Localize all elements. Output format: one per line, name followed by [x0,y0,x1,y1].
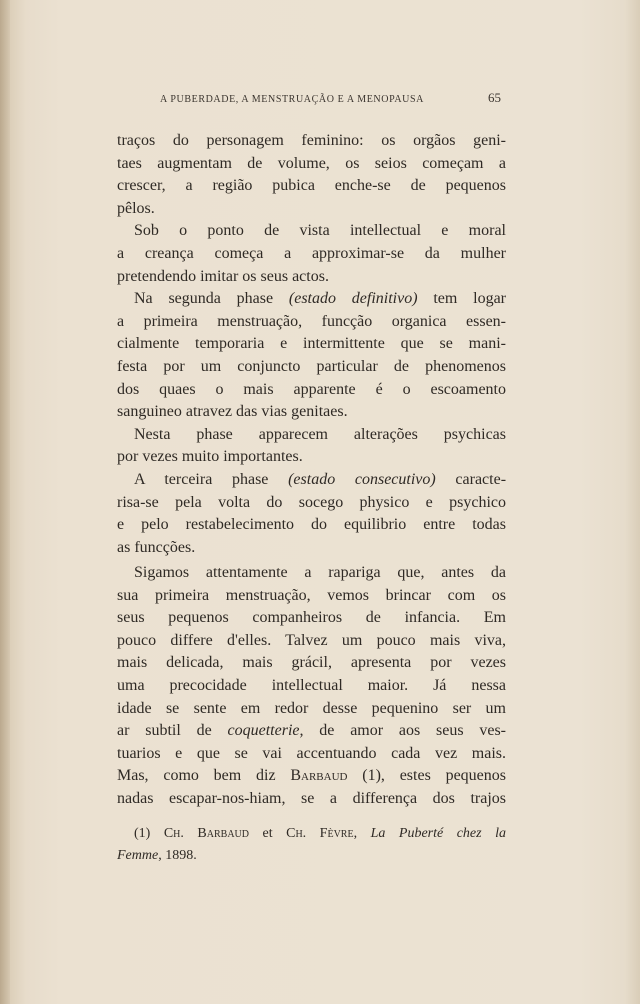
italic-phrase: (estado definitivo) [288,290,418,308]
text-line [117,765,506,788]
text-span: , [353,826,371,841]
footnote-marker: (1) [134,826,164,841]
text-line: seus pequenos companheiros de infancia. Em [117,609,506,627]
text-line: festa por um conjuncto particular de phenomenos [117,357,506,375]
text-line: por vezes muito importantes. [117,448,303,466]
running-head: A PUBERDADE, A MENSTRUAÇÃO E A MENOPAUSA [160,94,424,105]
paragraph-block-5 [117,562,506,811]
text-line: nadas escapar-nos-hiam, se a differença dos trajos [117,789,506,807]
footnote [117,823,506,867]
text-line: mais delicada, mais grácil, apresenta por vezes [117,654,506,672]
text-line [117,469,506,492]
footnote-author: Ch. Barbaud [163,826,249,841]
paragraph-block-1 [117,130,506,559]
text-line: a creança começa a approximar-se da mulher [117,244,506,262]
text-line: pêlos. [117,199,155,217]
text-line [117,288,506,311]
italic-phrase: (estado consecutivo) [288,470,436,488]
text-span: Na segunda phase [134,290,289,308]
text-line: dos quaes o mais apparente é o escoamento [117,380,506,398]
footnote-line [117,823,506,845]
text-span: Mas, como bem diz [117,767,291,785]
text-span: ar subtil de [117,722,228,740]
text-line: sanguineo atravez das vias genitaes. [117,403,348,421]
text-span: (1), estes pequenos [347,767,506,785]
page-number: 65 [488,90,501,105]
text-line: Sigamos attentamente a rapariga que, antes da [134,564,506,581]
footnote-author: Ch. Fèvre [286,826,354,841]
text-span: et [248,826,287,841]
text-line: as funcções. [117,538,196,556]
text-line: idade se sente em redor desse pequenino ser um [117,699,506,717]
text-line: pretendendo imitar os seus actos. [117,267,329,285]
page-binding-edge [0,0,10,1004]
text-line: a primeira menstruação, funcção organica essen- [117,312,506,330]
text-line: uma precocidade intellectual maior. Já nessa [117,676,506,694]
text-line: traços do personagem feminino: os orgãos geni- [117,132,506,149]
footnote-title: La Puberté chez la [370,826,506,841]
text-line: pouco differe d'elles. Talvez um pouco mais viva, [117,631,506,649]
text-line: tuarios e que se vai accentuando cada vez mais. [117,744,506,762]
text-span: A terceira phase [134,470,289,488]
text-line: crescer, a região pubica enche-se de pequenos [117,177,506,195]
text-span: caracte- [435,470,506,488]
text-line: Sob o ponto de vista intellectual e moral [134,222,506,240]
text-span: de amor aos seus ves- [303,722,506,740]
text-line [117,720,506,743]
footnote-line [117,845,506,867]
text-line: cialmente temporaria e intermittente que se mani- [117,335,506,353]
footnote-year: , 1898. [158,848,197,863]
text-line: sua primeira menstruação, vemos brincar com os [117,586,506,604]
text-line: Nesta phase apparecem alterações psychicas [134,425,506,443]
footnote-title: Femme [117,848,159,863]
text-line: taes augmentam de volume, os seios começam a [117,154,506,172]
italic-phrase: coquetterie, [227,722,304,740]
text-span: tem logar [417,290,506,308]
author-name-smallcaps: Barbaud [290,767,348,785]
text-line: e pelo restabelecimento do equilibrio entre todas [117,516,506,534]
text-line: risa-se pela volta do socego physico e psychico [117,493,506,511]
